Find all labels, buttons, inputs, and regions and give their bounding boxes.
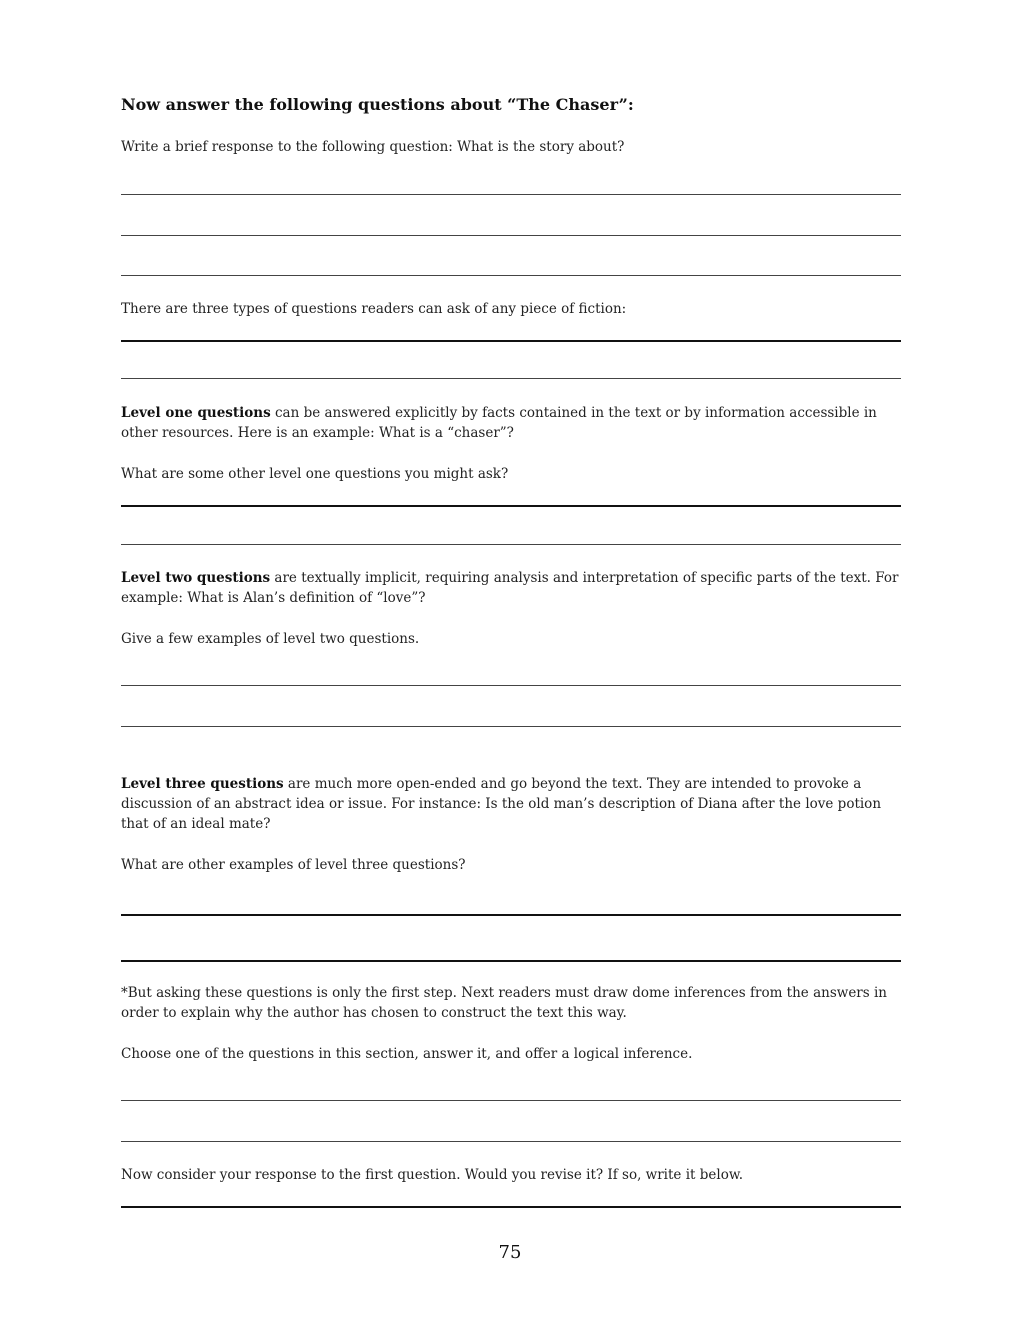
- answer-line-4[interactable]: [121, 340, 901, 342]
- level-two-prompt: Give a few examples of level two questions.: [121, 631, 420, 647]
- level-three-description: [121, 774, 901, 834]
- level-one-prompt: What are some other level one questions you might ask?: [121, 466, 509, 482]
- level-two-text: are textually implicit, requiring analysis and interpretation of specific parts of the text. For example: What is Alan’s definition of “love”?: [121, 570, 899, 606]
- answer-line-9[interactable]: [121, 726, 901, 727]
- answer-line-1[interactable]: [121, 194, 901, 195]
- revise-prompt: Now consider your response to the first question. Would you revise it? If so, write it below.: [121, 1167, 744, 1183]
- level-three-prompt: What are other examples of level three questions?: [121, 857, 466, 873]
- answer-line-2[interactable]: [121, 235, 901, 236]
- answer-line-7[interactable]: [121, 544, 901, 545]
- three-types-intro: There are three types of questions readers can ask of any piece of fiction:: [121, 301, 627, 317]
- level-three-text: are much more open-ended and go beyond the text. They are intended to provoke a discussion of an abstract idea or issue. For instance: Is the old man’s description of Diana after the love potion that of an ideal mate?: [121, 776, 882, 832]
- inference-note: *But asking these questions is only the first step. Next readers must draw dome inferences from the answers in order to explain why the author has chosen to construct the text this way.: [121, 985, 887, 1021]
- answer-line-12[interactable]: [121, 1100, 901, 1101]
- answer-line-6[interactable]: [121, 505, 901, 507]
- level-one-description: [121, 403, 901, 443]
- question-story-about: Write a brief response to the following question: What is the story about?: [121, 139, 625, 155]
- level-one-text: can be answered explicitly by facts contained in the text or by information accessible in other resources. Here is an example: What is a “chaser”?: [121, 405, 877, 441]
- answer-line-13[interactable]: [121, 1141, 901, 1142]
- inference-prompt: Choose one of the questions in this section, answer it, and offer a logical inference.: [121, 1046, 693, 1062]
- page-number: 75: [498, 1242, 522, 1263]
- level-three-term: Level three questions: [121, 776, 284, 792]
- page-heading: Now answer the following questions about “The Chaser”:: [121, 95, 634, 114]
- answer-line-10[interactable]: [121, 914, 901, 916]
- level-one-term: Level one questions: [121, 405, 271, 421]
- level-two-description: [121, 568, 901, 608]
- answer-line-3[interactable]: [121, 275, 901, 276]
- answer-line-5[interactable]: [121, 378, 901, 379]
- level-two-term: Level two questions: [121, 570, 271, 586]
- answer-line-8[interactable]: [121, 685, 901, 686]
- answer-line-11[interactable]: [121, 960, 901, 962]
- answer-line-14[interactable]: [121, 1206, 901, 1208]
